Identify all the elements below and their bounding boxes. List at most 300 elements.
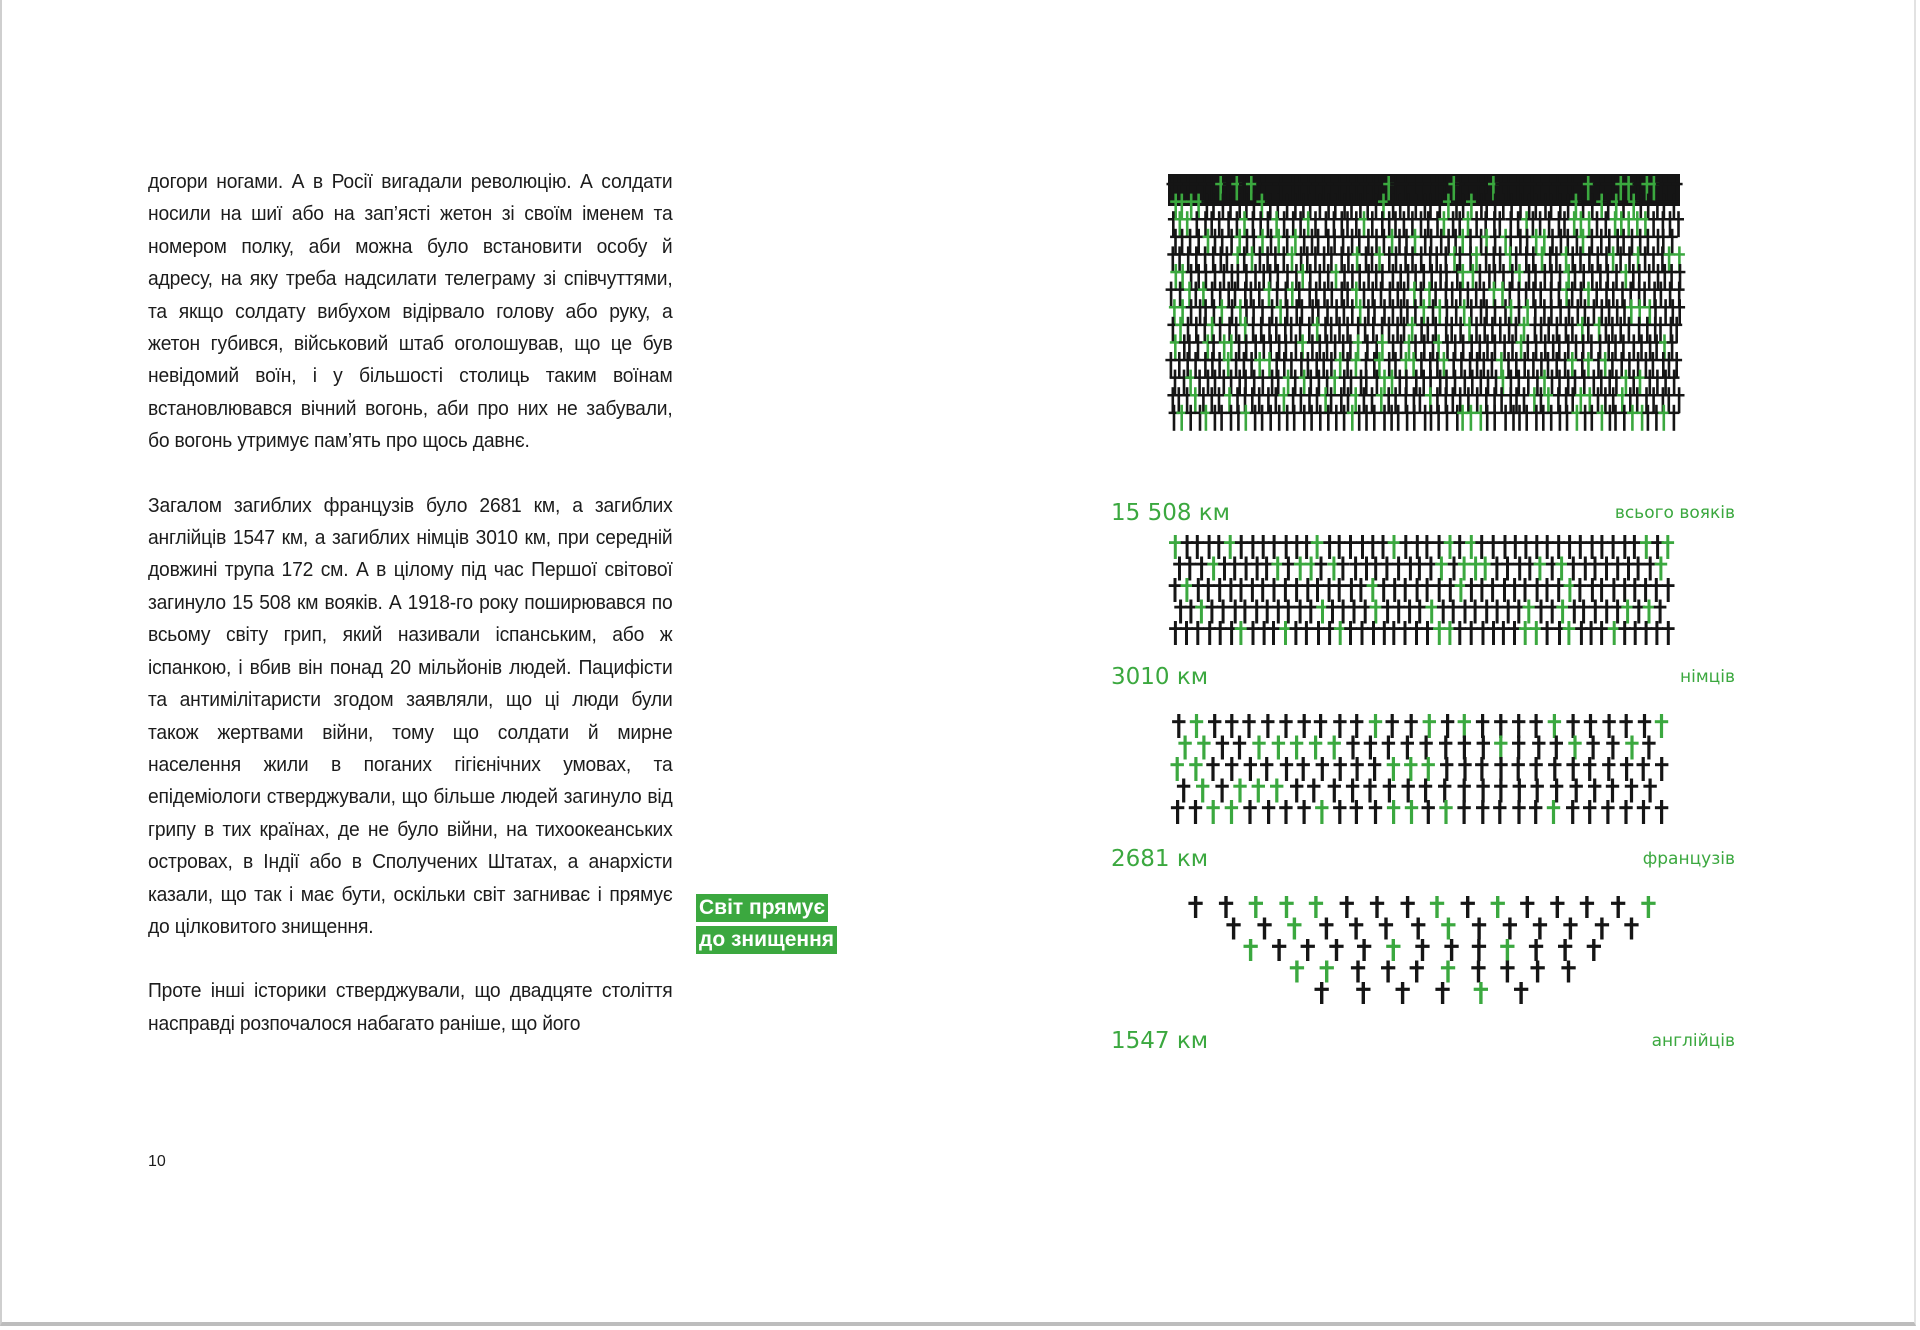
cross-mark-німців-1-6	[1240, 557, 1253, 581]
cross-mark-німців-3-20	[1392, 600, 1405, 624]
cross-mark-всього-вояків-3-10	[1248, 229, 1259, 255]
cross-mark-німців-2-29	[1486, 578, 1499, 602]
cross-mark-французів-4-3	[1225, 800, 1238, 824]
cross-mark-всього-вояків-2-26	[1377, 211, 1388, 237]
cross-mark-німців-3-0	[1174, 600, 1187, 624]
cross-mark-всього-вояків-6-2	[1184, 282, 1195, 308]
cross-mark-французів-2-26	[1637, 757, 1650, 781]
cross-mark-німців-3-27	[1469, 600, 1482, 624]
cross-mark-німців-2-17	[1355, 578, 1368, 602]
cross-mark-англійців-1-0	[1226, 918, 1240, 940]
cross-mark-французів-1-9	[1346, 736, 1359, 760]
cross-mark-французів-0-5	[1261, 714, 1274, 738]
cross-mark-німців-3-32	[1523, 600, 1536, 624]
cross-mark-англійців-0-8	[1430, 896, 1444, 918]
cross-mark-англійців-2-0	[1244, 939, 1258, 961]
cross-mark-англійців-1-10	[1533, 918, 1547, 940]
cross-mark-німців-1-18	[1369, 557, 1382, 581]
cross-mark-всього-вояків-12-7	[1224, 387, 1235, 413]
cross-mark-німців-3-35	[1556, 600, 1569, 624]
cross-mark-англійців-1-6	[1411, 918, 1425, 940]
cross-mark-англійців-2-6	[1415, 939, 1429, 961]
cross-mark-англійців-1-1	[1257, 918, 1271, 940]
cross-mark-англійців-0-3	[1279, 896, 1293, 918]
cross-mark-всього-вояків-3-3	[1193, 229, 1204, 255]
cross-mark-німців-3-14	[1326, 600, 1339, 624]
cross-mark-всього-вояків-8-0	[1167, 317, 1178, 343]
cross-mark-французів-3-12	[1402, 779, 1415, 803]
cross-mark-французів-0-15	[1441, 714, 1454, 738]
cross-mark-німців-4-40	[1608, 621, 1621, 645]
cross-mark-всього-вояків-8-58	[1634, 317, 1645, 343]
cross-mark-французів-0-20	[1529, 714, 1542, 738]
cross-mark-німців-4-31	[1508, 621, 1521, 645]
cross-mark-німців-2-15	[1333, 578, 1346, 602]
cross-mark-французів-1-20	[1550, 736, 1563, 760]
cross-mark-французів-1-25	[1642, 736, 1655, 760]
cross-mark-французів-3-14	[1438, 779, 1451, 803]
cross-mark-німців-1-9	[1271, 557, 1284, 581]
cross-mark-німців-0-0	[1169, 535, 1182, 559]
cross-mark-всього-вояків-13-52	[1586, 405, 1597, 431]
war-dead-pictogram-chart	[1100, 168, 1740, 1068]
cross-mark-французів-4-4	[1243, 800, 1256, 824]
cross-mark-всього-вояків-11-43	[1513, 370, 1524, 396]
cross-mark-німців-0-1	[1181, 535, 1194, 559]
cross-mark-німців-3-21	[1403, 600, 1416, 624]
cross-mark-німців-1-43	[1644, 557, 1657, 581]
cross-mark-німців-1-0	[1173, 557, 1186, 581]
cross-mark-французів-3-16	[1476, 779, 1489, 803]
cross-mark-французів-0-14	[1423, 714, 1436, 738]
cross-mark-німців-3-11	[1294, 600, 1307, 624]
cross-mark-англійців-3-2	[1351, 961, 1365, 983]
cross-mark-французів-3-18	[1513, 779, 1526, 803]
cross-mark-французів-3-0	[1177, 779, 1190, 803]
cross-mark-французів-4-11	[1369, 800, 1382, 824]
cross-mark-французів-2-25	[1620, 757, 1633, 781]
cross-mark-всього-вояків-13-49	[1562, 405, 1573, 431]
cross-mark-німців-0-43	[1640, 535, 1653, 559]
cross-mark-німців-4-14	[1323, 621, 1336, 645]
cross-mark-німців-0-4	[1213, 535, 1226, 559]
cross-mark-німців-4-21	[1399, 621, 1412, 645]
cross-mark-всього-вояків-13-17	[1306, 405, 1317, 431]
cross-mark-німців-1-8	[1260, 557, 1273, 581]
cross-mark-німців-2-4	[1213, 578, 1226, 602]
cross-mark-англійців-0-2	[1249, 896, 1263, 918]
cross-mark-французів-2-1	[1189, 757, 1202, 781]
cross-mark-німців-0-26	[1453, 535, 1466, 559]
cross-mark-французів-2-0	[1171, 757, 1184, 781]
cross-mark-німців-1-39	[1600, 557, 1613, 581]
cross-mark-німців-3-16	[1348, 600, 1361, 624]
cross-mark-всього-вояків-13-34	[1442, 405, 1453, 431]
cross-mark-німців-2-3	[1202, 578, 1215, 602]
cross-mark-всього-вояків-13-25	[1369, 405, 1380, 431]
cross-mark-німців-3-33	[1535, 600, 1548, 624]
cross-mark-німців-4-20	[1388, 621, 1401, 645]
cross-mark-німців-1-30	[1501, 557, 1514, 581]
cross-mark-німців-2-16	[1345, 578, 1358, 602]
cross-mark-французів-3-4	[1252, 779, 1265, 803]
cross-mark-всього-вояків-11-24	[1361, 370, 1372, 396]
cross-mark-французів-3-2	[1215, 779, 1228, 803]
cross-mark-всього-вояків-13-59	[1643, 405, 1654, 431]
cross-mark-всього-вояків-2-11	[1255, 211, 1266, 237]
cross-mark-німців-2-22	[1411, 578, 1424, 602]
cross-mark-німців-1-26	[1458, 557, 1471, 581]
cross-mark-всього-вояків-11-13	[1273, 370, 1284, 396]
cross-mark-французів-3-24	[1625, 779, 1638, 803]
page-number: 10	[148, 1153, 166, 1170]
cross-mark-всього-вояків-8-37	[1464, 317, 1475, 343]
cross-mark-німців-2-6	[1235, 578, 1248, 602]
cross-mark-англійців-3-6	[1471, 961, 1485, 983]
cross-mark-англійців-1-5	[1379, 918, 1393, 940]
cross-mark-французів-2-21	[1548, 757, 1561, 781]
cross-mark-французів-2-11	[1368, 757, 1381, 781]
cross-mark-німців-1-23	[1425, 557, 1438, 581]
cross-mark-французів-1-17	[1494, 736, 1507, 760]
cross-mark-французів-4-26	[1637, 800, 1650, 824]
cross-mark-німців-1-12	[1305, 557, 1318, 581]
cross-mark-англійців-0-14	[1611, 896, 1625, 918]
cross-mark-всього-вояків-13-55	[1610, 405, 1621, 431]
cross-mark-французів-0-11	[1369, 714, 1382, 738]
cross-mark-всього-вояків-13-48	[1555, 405, 1566, 431]
cross-mark-німців-2-36	[1564, 578, 1577, 602]
cross-mark-всього-вояків-8-34	[1441, 317, 1452, 343]
cross-mark-французів-1-14	[1439, 736, 1452, 760]
cross-mark-французів-0-0	[1172, 714, 1185, 738]
cross-mark-німців-3-43	[1643, 600, 1656, 624]
cross-mark-німців-3-34	[1546, 600, 1559, 624]
cross-mark-німців-4-5	[1225, 621, 1238, 645]
cross-mark-німців-2-18	[1367, 578, 1380, 602]
cross-mark-німців-3-41	[1621, 600, 1634, 624]
cross-mark-німців-3-17	[1359, 600, 1372, 624]
cross-mark-французів-2-20	[1529, 757, 1542, 781]
cross-mark-німців-2-21	[1399, 578, 1412, 602]
cross-mark-французів-0-21	[1548, 714, 1561, 738]
cross-mark-німців-4-38	[1585, 621, 1598, 645]
cross-mark-французів-4-9	[1333, 800, 1346, 824]
cross-mark-французів-1-1	[1197, 736, 1210, 760]
group-total	[1111, 174, 1735, 526]
cross-mark-німців-4-30	[1497, 621, 1510, 645]
cross-mark-всього-вояків-4-5	[1208, 246, 1219, 272]
cross-mark-німців-2-39	[1595, 578, 1608, 602]
cross-mark-французів-0-7	[1298, 714, 1311, 738]
crosses-english	[1188, 896, 1655, 1004]
cross-mark-німців-3-36	[1568, 600, 1581, 624]
cross-mark-всього-вояків-10-37	[1465, 352, 1476, 378]
cross-mark-всього-вояків-4-37	[1465, 246, 1476, 272]
cross-mark-французів-4-8	[1315, 800, 1328, 824]
cross-mark-англійців-1-4	[1349, 918, 1363, 940]
cross-mark-німців-0-5	[1224, 535, 1237, 559]
cross-mark-німців-3-10	[1282, 600, 1295, 624]
cross-mark-всього-вояків-10-51	[1577, 352, 1588, 378]
cross-mark-німців-0-23	[1421, 535, 1434, 559]
cross-mark-всього-вояків-13-12	[1265, 405, 1276, 431]
cross-mark-французів-1-16	[1477, 736, 1490, 760]
km-label-germans: 3010 км	[1111, 664, 1209, 690]
cross-mark-французів-1-13	[1419, 736, 1432, 760]
cross-mark-німців-2-35	[1552, 578, 1565, 602]
cross-mark-англійців-0-15	[1641, 896, 1655, 918]
cross-mark-німців-4-13	[1312, 621, 1325, 645]
cross-mark-німців-0-6	[1235, 535, 1248, 559]
cross-mark-англійців-2-2	[1301, 939, 1315, 961]
cross-mark-французів-2-13	[1404, 757, 1417, 781]
cross-mark-французів-1-8	[1328, 736, 1341, 760]
cross-mark-німців-4-42	[1629, 621, 1642, 645]
cross-mark-німців-2-32	[1519, 578, 1532, 602]
cross-mark-німців-2-28	[1476, 578, 1489, 602]
cross-mark-англійців-2-5	[1386, 939, 1400, 961]
cross-mark-французів-3-5	[1270, 779, 1283, 803]
cross-mark-німців-3-4	[1217, 600, 1230, 624]
cross-mark-французів-1-11	[1382, 736, 1395, 760]
cross-mark-французів-1-23	[1606, 736, 1619, 760]
cross-mark-французів-2-18	[1494, 757, 1507, 781]
cross-mark-англійців-2-7	[1444, 939, 1458, 961]
cross-mark-німців-2-0	[1169, 578, 1182, 602]
cross-mark-французів-4-23	[1583, 800, 1596, 824]
cross-mark-французів-4-2	[1206, 800, 1219, 824]
cross-mark-англійців-3-5	[1441, 961, 1455, 983]
cross-mark-всього-вояків-9-9	[1241, 334, 1252, 360]
cross-mark-англійців-1-12	[1595, 918, 1609, 940]
cross-mark-німців-0-28	[1475, 535, 1488, 559]
cross-mark-французів-3-9	[1346, 779, 1359, 803]
cross-mark-німців-4-25	[1444, 621, 1457, 645]
cross-mark-англійців-0-13	[1580, 896, 1594, 918]
cross-mark-німців-1-31	[1513, 557, 1526, 581]
cross-mark-німців-0-17	[1356, 535, 1369, 559]
cross-mark-французів-4-24	[1601, 800, 1614, 824]
cross-mark-французів-0-4	[1242, 714, 1255, 738]
cross-mark-англійців-2-12	[1587, 939, 1601, 961]
cross-mark-німців-2-9	[1268, 578, 1281, 602]
cross-mark-німців-2-41	[1618, 578, 1631, 602]
cross-mark-німців-2-26	[1455, 578, 1468, 602]
cross-mark-німців-2-10	[1279, 578, 1292, 602]
cross-mark-німців-4-44	[1651, 621, 1664, 645]
cross-mark-всього-вояків-2-4	[1200, 211, 1211, 237]
cross-mark-німців-2-19	[1377, 578, 1390, 602]
cross-mark-французів-0-8	[1314, 714, 1327, 738]
cross-mark-німців-0-13	[1311, 535, 1324, 559]
cross-mark-французів-3-20	[1550, 779, 1563, 803]
cross-mark-німців-3-24	[1437, 600, 1450, 624]
cross-mark-англійців-1-3	[1319, 918, 1333, 940]
cross-mark-французів-3-1	[1196, 779, 1209, 803]
cross-mark-німців-1-16	[1349, 557, 1362, 581]
cross-mark-всього-вояків-12-17	[1304, 387, 1315, 413]
cross-mark-французів-4-16	[1457, 800, 1470, 824]
cross-mark-німців-1-4	[1218, 557, 1231, 581]
cross-mark-французів-4-12	[1387, 800, 1400, 824]
cross-mark-німців-4-36	[1563, 621, 1576, 645]
cross-mark-французів-3-10	[1363, 779, 1376, 803]
cross-mark-німців-3-12	[1305, 600, 1318, 624]
cross-mark-французів-3-23	[1606, 779, 1619, 803]
cross-mark-німців-1-41	[1622, 557, 1635, 581]
cross-mark-німців-4-15	[1334, 621, 1347, 645]
cross-mark-всього-вояків-8-7	[1224, 317, 1235, 343]
cross-mark-французів-4-27	[1655, 800, 1668, 824]
cross-mark-англійців-4-5	[1514, 982, 1528, 1004]
cross-mark-французів-4-21	[1547, 800, 1560, 824]
cross-mark-німців-3-37	[1577, 600, 1590, 624]
cross-mark-всього-вояків-2-3	[1191, 211, 1202, 237]
cross-mark-німців-3-38	[1589, 600, 1602, 624]
cross-mark-французів-1-24	[1625, 736, 1638, 760]
cross-mark-англійців-0-7	[1401, 896, 1415, 918]
cross-mark-німців-4-16	[1344, 621, 1357, 645]
cross-mark-французів-3-3	[1233, 779, 1246, 803]
cross-mark-французів-2-27	[1655, 757, 1668, 781]
cross-mark-німців-1-15	[1337, 557, 1350, 581]
cross-mark-французів-3-8	[1328, 779, 1341, 803]
cross-mark-німців-4-24	[1433, 621, 1446, 645]
cross-mark-німців-0-15	[1333, 535, 1346, 559]
cross-mark-англійців-2-1	[1272, 939, 1286, 961]
cross-mark-німців-2-24	[1433, 578, 1446, 602]
cross-mark-всього-вояків-13-15	[1289, 405, 1300, 431]
cross-mark-німців-0-34	[1541, 535, 1554, 559]
cross-mark-німців-2-2	[1192, 578, 1205, 602]
cross-mark-німців-1-2	[1195, 557, 1208, 581]
cross-mark-англійців-4-3	[1435, 982, 1449, 1004]
cross-mark-французів-2-4	[1244, 757, 1257, 781]
cross-mark-всього-вояків-5-62	[1666, 264, 1677, 290]
cross-mark-німців-1-19	[1381, 557, 1394, 581]
cross-mark-німців-0-41	[1619, 535, 1632, 559]
cross-mark-французів-2-3	[1225, 757, 1238, 781]
cross-mark-французів-1-5	[1272, 736, 1285, 760]
cross-mark-всього-вояків-4-3	[1191, 246, 1202, 272]
cross-mark-французів-1-19	[1532, 736, 1545, 760]
cross-mark-німців-4-39	[1595, 621, 1608, 645]
cross-mark-всього-вояків-2-15	[1288, 211, 1299, 237]
cross-mark-німців-1-17	[1360, 557, 1373, 581]
cross-mark-німців-3-3	[1206, 600, 1219, 624]
cross-mark-французів-4-6	[1279, 800, 1292, 824]
km-label-total: 15 508 км	[1111, 500, 1231, 526]
cross-mark-всього-вояків-11-35	[1450, 370, 1461, 396]
cross-mark-французів-1-15	[1458, 736, 1471, 760]
cross-mark-німців-3-28	[1480, 600, 1493, 624]
cross-mark-німців-4-32	[1519, 621, 1532, 645]
cross-mark-німців-2-8	[1256, 578, 1269, 602]
cross-mark-англійців-1-13	[1624, 918, 1638, 940]
cross-mark-німців-1-10	[1282, 557, 1295, 581]
cross-mark-німців-1-40	[1611, 557, 1624, 581]
sidenote-line-1: Світ прямує	[696, 894, 828, 922]
cross-mark-німців-4-6	[1235, 621, 1248, 645]
category-label-germans: німців	[1680, 667, 1735, 687]
cross-mark-англійців-4-4	[1474, 982, 1488, 1004]
cross-mark-німців-1-32	[1524, 557, 1537, 581]
cross-mark-німців-3-30	[1502, 600, 1515, 624]
cross-mark-німців-1-14	[1328, 557, 1341, 581]
cross-mark-німців-3-1	[1185, 600, 1198, 624]
cross-mark-німців-0-12	[1300, 535, 1313, 559]
cross-mark-німців-0-45	[1662, 535, 1675, 559]
cross-mark-німців-1-34	[1546, 557, 1559, 581]
cross-mark-англійців-0-0	[1188, 896, 1202, 918]
cross-mark-всього-вояків-13-31	[1420, 405, 1431, 431]
cross-mark-німців-3-5	[1229, 600, 1242, 624]
cross-mark-німців-1-5	[1228, 557, 1241, 581]
cross-mark-німців-4-34	[1541, 621, 1554, 645]
cross-mark-німців-1-13	[1315, 557, 1328, 581]
cross-mark-англійців-2-10	[1529, 939, 1543, 961]
cross-mark-англійців-0-4	[1309, 896, 1323, 918]
sidenote	[696, 892, 837, 956]
cross-mark-німців-0-22	[1411, 535, 1424, 559]
cross-mark-французів-3-13	[1419, 779, 1432, 803]
cross-mark-німців-4-9	[1267, 621, 1280, 645]
cross-mark-англійців-3-8	[1531, 961, 1545, 983]
cross-mark-французів-2-8	[1316, 757, 1329, 781]
cross-mark-німців-2-27	[1465, 578, 1478, 602]
cross-mark-англійців-0-6	[1370, 896, 1384, 918]
cross-mark-всього-вояків-10-35	[1448, 352, 1459, 378]
cross-mark-німців-3-6	[1239, 600, 1252, 624]
cross-mark-німців-4-2	[1192, 621, 1205, 645]
cross-mark-німців-0-25	[1444, 535, 1457, 559]
cross-mark-німців-0-30	[1499, 535, 1512, 559]
cross-mark-англійців-2-8	[1472, 939, 1486, 961]
cross-mark-всього-вояків-13-62	[1669, 405, 1680, 431]
cross-mark-німців-1-3	[1207, 557, 1220, 581]
cross-mark-французів-0-18	[1494, 714, 1507, 738]
cross-mark-французів-4-22	[1566, 800, 1579, 824]
cross-mark-німців-2-40	[1608, 578, 1621, 602]
cross-mark-французів-4-14	[1422, 800, 1435, 824]
cross-mark-французів-4-13	[1405, 800, 1418, 824]
cross-mark-французів-0-3	[1225, 714, 1238, 738]
cross-mark-німців-3-2	[1195, 600, 1208, 624]
cross-mark-всього-вояків-7-6	[1216, 299, 1227, 325]
paragraph-1: догори ногами. А в Росії вигадали революцію. А солдати носили на шиї або на зап’ясті жетон зі своїм іменем та номером полку, аби можна було встановити особу й адресу, на яку треба надсилати телеграму зі співчуттями, та якщо солдату вибухом відірвало голову або руку, а жетон губився, військовий штаб оголошував, що це був невідомий воїн, і у більшості столиць таким воїнам встановлювався вічний вогонь, аби про них не забували, бо вогонь утримує пам’ять про щось давнє.	[148, 170, 673, 453]
cross-mark-французів-0-23	[1584, 714, 1597, 738]
cross-mark-французів-3-17	[1494, 779, 1507, 803]
cross-mark-німців-0-16	[1344, 535, 1357, 559]
cross-mark-німців-0-42	[1628, 535, 1641, 559]
cross-mark-французів-2-2	[1206, 757, 1219, 781]
cross-mark-німців-4-7	[1247, 621, 1260, 645]
cross-mark-німців-2-14	[1323, 578, 1336, 602]
cross-mark-всього-вояків-2-48	[1553, 211, 1564, 237]
cross-mark-англійців-0-11	[1520, 896, 1534, 918]
cross-mark-всього-вояків-12-48	[1553, 387, 1564, 413]
group-germans	[1111, 535, 1735, 690]
cross-mark-німців-3-18	[1370, 600, 1383, 624]
cross-mark-німців-3-31	[1513, 600, 1526, 624]
cross-mark-німців-4-12	[1300, 621, 1313, 645]
paragraph-3: Проте інші історики стверджували, що двадцяте століття насправді розпочалося набагато раніше, що його	[148, 979, 673, 1035]
cross-mark-всього-вояків-13-40	[1489, 405, 1500, 431]
cross-mark-німців-0-38	[1586, 535, 1599, 559]
cross-mark-німців-0-33	[1531, 535, 1544, 559]
cross-mark-французів-2-9	[1334, 757, 1347, 781]
